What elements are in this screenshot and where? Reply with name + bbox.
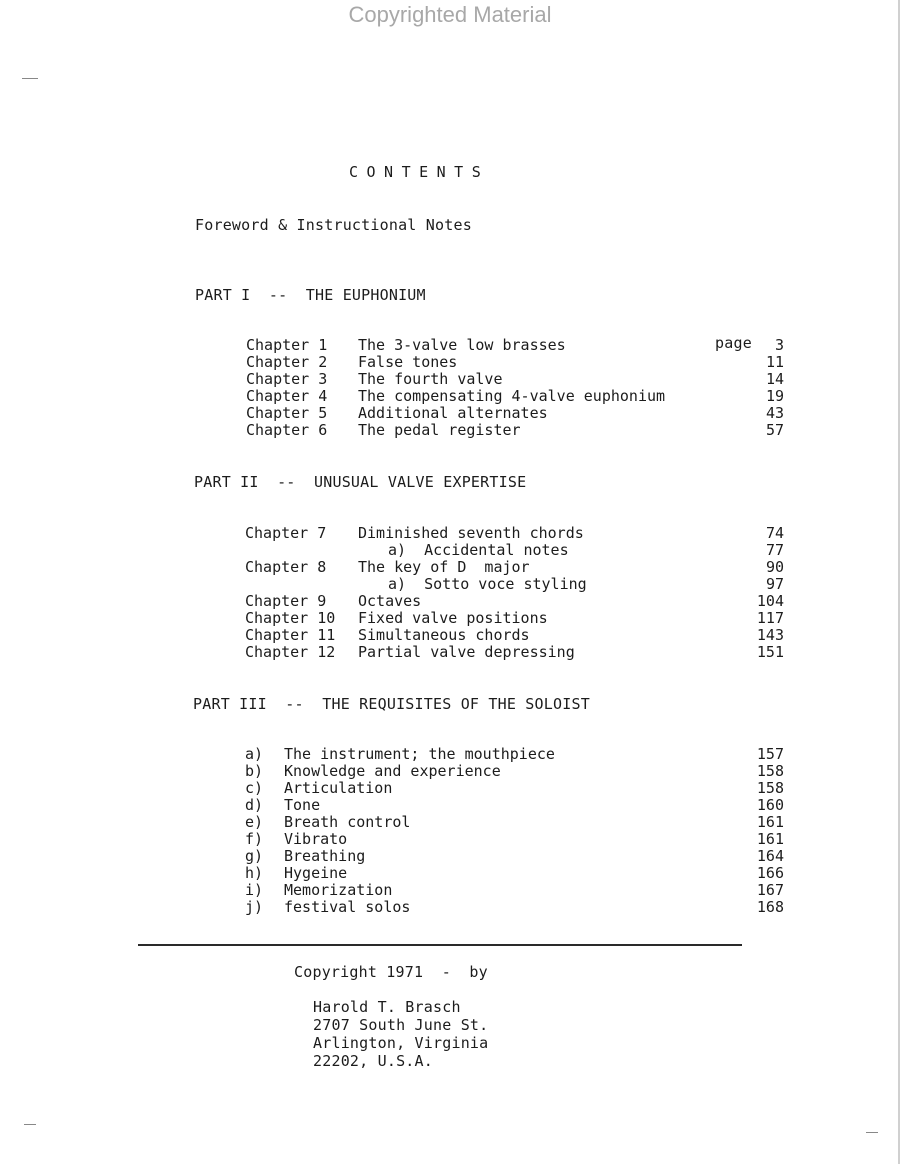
watermark: Copyrighted Material	[348, 2, 552, 27]
chapter-title: Simultaneous chords	[358, 626, 530, 644]
item-title: Breath control	[284, 813, 411, 831]
foreword-entry: Foreword & Instructional Notes	[195, 216, 472, 234]
part2-title: PART II -- UNUSUAL VALVE EXPERTISE	[194, 473, 527, 491]
chapter-number: Chapter 6	[246, 421, 328, 439]
toc-row	[0, 881, 900, 898]
page-number: 151	[756, 643, 784, 661]
toc-row	[0, 609, 900, 626]
page-number: 3	[774, 336, 784, 354]
toc-row	[0, 524, 900, 541]
toc-row	[0, 864, 900, 881]
toc-row	[0, 898, 900, 915]
toc-row	[0, 847, 900, 864]
chapter-title: Diminished seventh chords	[358, 524, 584, 542]
chapter-title: Partial valve depressing	[358, 643, 575, 661]
chapter-number: Chapter 11	[245, 626, 336, 644]
chapter-number: Chapter 10	[245, 609, 336, 627]
page-number: 97	[765, 575, 784, 593]
toc-row	[0, 370, 900, 387]
item-letter: g)	[245, 847, 264, 865]
item-title: Memorization	[284, 881, 393, 899]
chapter-title: Fixed valve positions	[358, 609, 548, 627]
toc-row	[0, 592, 900, 609]
toc-row	[0, 387, 900, 404]
item-title: Hygeine	[284, 864, 348, 882]
toc-row	[0, 541, 900, 558]
item-letter: i)	[245, 881, 264, 899]
item-letter: f)	[245, 830, 264, 848]
chapter-title: The fourth valve	[358, 370, 503, 388]
item-title: Tone	[284, 796, 321, 814]
page-number: 158	[756, 779, 784, 797]
item-title: festival solos	[284, 898, 411, 916]
address-city: Arlington, Virginia	[313, 1034, 489, 1052]
toc-row	[0, 626, 900, 643]
toc-row	[0, 813, 900, 830]
scan-speck	[22, 78, 38, 79]
page-label: page	[715, 334, 752, 352]
chapter-number: Chapter 4	[246, 387, 328, 405]
page-number: 143	[756, 626, 784, 644]
contents-heading: CONTENTS	[349, 163, 490, 181]
chapter-title: The compensating 4-valve euphonium	[358, 387, 666, 405]
chapter-title: a) Sotto voce styling	[388, 575, 587, 593]
chapter-number: Chapter 9	[245, 592, 327, 610]
item-title: Vibrato	[284, 830, 348, 848]
toc-row	[0, 575, 900, 592]
toc-row	[0, 336, 900, 353]
chapter-title: False tones	[358, 353, 458, 371]
item-title: The instrument; the mouthpiece	[284, 745, 555, 763]
page-number: 164	[756, 847, 784, 865]
page-number: 117	[756, 609, 784, 627]
page-number: 166	[756, 864, 784, 882]
page-number: 90	[765, 558, 784, 576]
page-number: 158	[756, 762, 784, 780]
scan-speck	[866, 1132, 878, 1133]
chapter-number: Chapter 7	[245, 524, 327, 542]
page-number: 167	[756, 881, 784, 899]
page-number: 77	[765, 541, 784, 559]
chapter-number: Chapter 2	[246, 353, 328, 371]
copyright-line: Copyright 1971 - by	[294, 963, 488, 981]
item-title: Breathing	[284, 847, 366, 865]
toc-row	[0, 745, 900, 762]
page-number: 57	[765, 421, 784, 439]
page-number: 104	[756, 592, 784, 610]
chapter-title: The key of D major	[358, 558, 530, 576]
part1-title: PART I -- THE EUPHONIUM	[195, 286, 426, 304]
author-name: Harold T. Brasch	[313, 998, 461, 1016]
page-number: 168	[756, 898, 784, 916]
part3-title: PART III -- THE REQUISITES OF THE SOLOIST	[193, 695, 590, 713]
page-number: 11	[765, 353, 784, 371]
page-number: 160	[756, 796, 784, 814]
item-letter: h)	[245, 864, 264, 882]
divider-rule	[138, 944, 742, 946]
page-number: 43	[765, 404, 784, 422]
item-letter: c)	[245, 779, 264, 797]
item-letter: a)	[245, 745, 264, 763]
toc-row	[0, 762, 900, 779]
page-number: 157	[756, 745, 784, 763]
chapter-title: The pedal register	[358, 421, 521, 439]
page-number: 14	[765, 370, 784, 388]
toc-row	[0, 421, 900, 438]
item-letter: d)	[245, 796, 264, 814]
item-letter: j)	[245, 898, 264, 916]
page-number: 161	[756, 813, 784, 831]
address-street: 2707 South June St.	[313, 1016, 489, 1034]
chapter-title: a) Accidental notes	[388, 541, 569, 559]
chapter-title: The 3-valve low brasses	[358, 336, 566, 354]
toc-row	[0, 558, 900, 575]
chapter-number: Chapter 8	[245, 558, 327, 576]
chapter-title: Additional alternates	[358, 404, 548, 422]
chapter-title: Octaves	[358, 592, 422, 610]
chapter-number: Chapter 1	[246, 336, 328, 354]
page-number: 74	[765, 524, 784, 542]
toc-row	[0, 779, 900, 796]
page-number: 19	[765, 387, 784, 405]
scan-speck	[24, 1124, 36, 1125]
toc-row	[0, 404, 900, 421]
item-letter: e)	[245, 813, 264, 831]
toc-row	[0, 796, 900, 813]
chapter-number: Chapter 12	[245, 643, 336, 661]
address-zip: 22202, U.S.A.	[313, 1052, 433, 1070]
chapter-number: Chapter 5	[246, 404, 328, 422]
item-title: Articulation	[284, 779, 393, 797]
page-number: 161	[756, 830, 784, 848]
toc-row	[0, 353, 900, 370]
item-letter: b)	[245, 762, 264, 780]
toc-row	[0, 643, 900, 660]
toc-row	[0, 830, 900, 847]
chapter-number: Chapter 3	[246, 370, 328, 388]
item-title: Knowledge and experience	[284, 762, 501, 780]
